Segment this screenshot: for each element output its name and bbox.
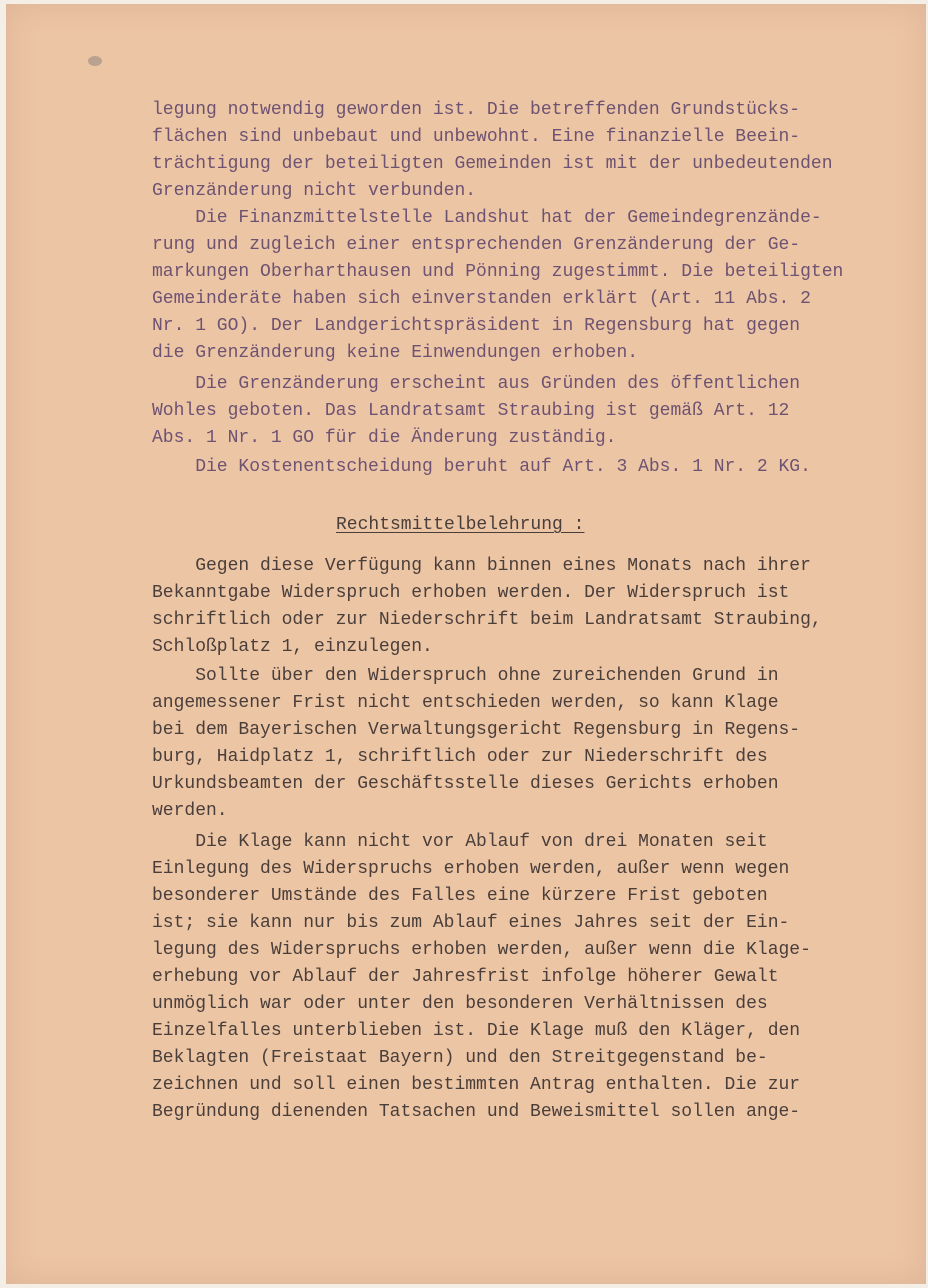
text-line: werden. <box>152 801 228 821</box>
text-line: legung des Widerspruchs erhoben werden, außer wenn die Klage- <box>152 940 811 960</box>
text-line: erhebung vor Ablauf der Jahresfrist infolge höherer Gewalt <box>152 967 779 987</box>
text-line: Einlegung des Widerspruchs erhoben werden, außer wenn wegen <box>152 859 790 879</box>
text-line: Beklagten (Freistaat Bayern) und den Streitgegenstand be- <box>152 1048 768 1068</box>
text-line: Schloßplatz 1, einzulegen. <box>152 637 433 657</box>
text-line: flächen sind unbebaut und unbewohnt. Eine finanzielle Beein- <box>152 127 801 147</box>
text-line: schriftlich oder zur Niederschrift beim Landratsamt Straubing, <box>152 610 822 630</box>
paper-stain <box>88 56 102 66</box>
text-line: Die Finanzmittelstelle Landshut hat der Gemeindegrenzände- <box>152 208 822 228</box>
text-line: zeichnen und soll einen bestimmten Antrag enthalten. Die zur <box>152 1075 801 1095</box>
text-line: angemessener Frist nicht entschieden werden, so kann Klage <box>152 693 779 713</box>
text-line: Sollte über den Widerspruch ohne zureichenden Grund in <box>152 666 779 686</box>
text-line: Gemeinderäte haben sich einverstanden erklärt (Art. 11 Abs. 2 <box>152 289 811 309</box>
text-line: bei dem Bayerischen Verwaltungsgericht Regensburg in Regens- <box>152 720 801 740</box>
text-line: Einzelfalles unterblieben ist. Die Klage muß den Kläger, den <box>152 1021 801 1041</box>
text-line: legung notwendig geworden ist. Die betreffenden Grundstücks- <box>152 100 801 120</box>
text-line: die Grenzänderung keine Einwendungen erhoben. <box>152 343 639 363</box>
text-line: Abs. 1 Nr. 1 GO für die Änderung zuständig. <box>152 428 617 448</box>
text-line: rung und zugleich einer entsprechenden Grenzänderung der Ge- <box>152 235 801 255</box>
text-line: Begründung dienenden Tatsachen und Beweismittel sollen ange- <box>152 1102 801 1122</box>
text-line: markungen Oberharthausen und Pönning zugestimmt. Die beteiligten <box>152 262 844 282</box>
text-line: ist; sie kann nur bis zum Ablauf eines Jahres seit der Ein- <box>152 913 790 933</box>
text-line: Urkundsbeamten der Geschäftsstelle dieses Gerichts erhoben <box>152 774 779 794</box>
document-page <box>6 4 926 1284</box>
section-heading: Rechtsmittelbelehrung : <box>336 515 585 535</box>
text-line: Die Kostenentscheidung beruht auf Art. 3 Abs. 1 Nr. 2 KG. <box>152 457 811 477</box>
text-line: Nr. 1 GO). Der Landgerichtspräsident in Regensburg hat gegen <box>152 316 801 336</box>
text-line: burg, Haidplatz 1, schriftlich oder zur Niederschrift des <box>152 747 768 767</box>
text-line: Gegen diese Verfügung kann binnen eines Monats nach ihrer <box>152 556 811 576</box>
text-line: unmöglich war oder unter den besonderen Verhältnissen des <box>152 994 768 1014</box>
text-line: Bekanntgabe Widerspruch erhoben werden. Der Widerspruch ist <box>152 583 790 603</box>
text-line: besonderer Umstände des Falles eine kürzere Frist geboten <box>152 886 768 906</box>
text-line: Die Grenzänderung erscheint aus Gründen des öffentlichen <box>152 374 801 394</box>
text-line: Wohles geboten. Das Landratsamt Straubing ist gemäß Art. 12 <box>152 401 790 421</box>
text-line: trächtigung der beteiligten Gemeinden ist mit der unbedeutenden <box>152 154 833 174</box>
text-line: Die Klage kann nicht vor Ablauf von drei Monaten seit <box>152 832 768 852</box>
text-line: Grenzänderung nicht verbunden. <box>152 181 477 201</box>
